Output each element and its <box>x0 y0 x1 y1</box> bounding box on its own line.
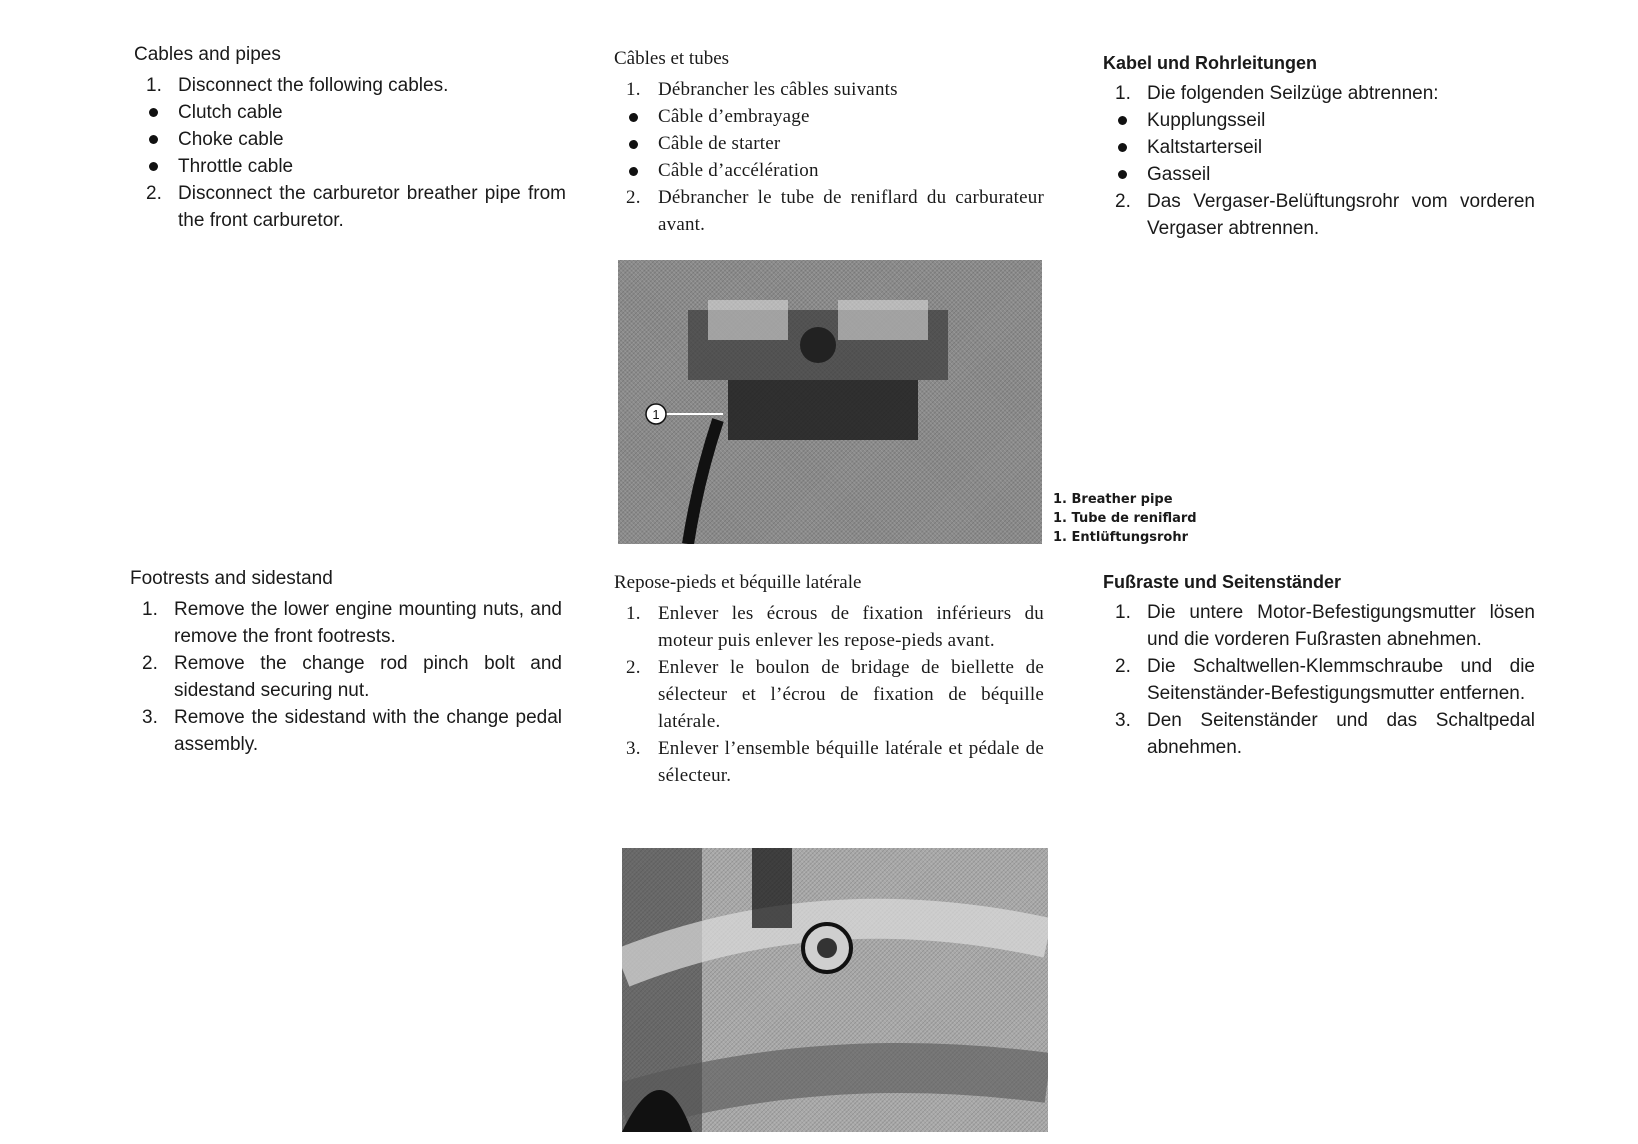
step-text: Gasseil <box>1147 164 1211 185</box>
step-number: 2. <box>626 187 641 208</box>
step-text: Den Seitenständer und das Schaltpedal abnehmen. <box>1147 710 1535 758</box>
numbered-step <box>134 72 566 99</box>
section-heading: Kabel und Rohrleitungen <box>1103 53 1317 73</box>
section-heading: Repose-pieds et béquille latérale <box>614 572 862 593</box>
step-text: Remove the change rod pinch bolt and sidestand securing nut. <box>174 653 562 701</box>
numbered-step <box>614 184 1044 238</box>
step-list <box>614 600 1044 789</box>
step-number: 3. <box>142 707 158 728</box>
step-number: 2. <box>142 653 158 674</box>
numbered-step <box>134 180 566 234</box>
step-text: Die Schaltwellen-Klemmschraube und die Seitenständer-Befestigungsmutter entfernen. <box>1147 656 1535 704</box>
section2-fr <box>614 572 1044 789</box>
numbered-step <box>614 735 1044 789</box>
step-text: Kaltstarterseil <box>1147 137 1263 158</box>
step-text: Clutch cable <box>178 102 283 123</box>
step-text: Choke cable <box>178 129 284 150</box>
step-text: Die folgenden Seilzüge abtrennen: <box>1147 83 1439 104</box>
sidestand-illustration <box>622 848 1048 1132</box>
step-text: Débrancher les câbles suivants <box>658 79 898 100</box>
step-text: Remove the lower engine mounting nuts, and remove the front footrests. <box>174 599 562 647</box>
step-text: Câble d’accélération <box>658 160 819 181</box>
step-list <box>130 596 562 758</box>
bullet-dot-icon <box>629 113 638 122</box>
bullet-icon <box>614 103 658 130</box>
step-text: Disconnect the following cables. <box>178 75 449 96</box>
step-number: 1. <box>1115 602 1131 623</box>
numbered-step <box>614 76 1044 103</box>
bullet-dot-icon <box>1118 170 1127 179</box>
bullet-item <box>1103 161 1535 188</box>
bullet-item <box>134 99 566 126</box>
section1-fr <box>614 48 1044 238</box>
step-text: Câble de starter <box>658 133 781 154</box>
step-number: 2. <box>1115 191 1131 212</box>
photo-captions <box>1053 490 1197 547</box>
numbered-step <box>614 654 1044 735</box>
numbered-step <box>1103 188 1535 242</box>
bullet-icon <box>614 157 658 184</box>
step-text: Remove the sidestand with the change pedal assembly. <box>174 707 562 755</box>
bullet-dot-icon <box>629 140 638 149</box>
bullet-icon <box>1103 107 1147 134</box>
bullet-item <box>614 157 1044 184</box>
numbered-step <box>1103 80 1535 107</box>
carburetor-illustration <box>618 260 1042 544</box>
bullet-item <box>614 103 1044 130</box>
bullet-icon <box>134 126 178 153</box>
step-text: Throttle cable <box>178 156 294 177</box>
section1-en <box>134 44 566 234</box>
step-list <box>1103 599 1535 761</box>
numbered-step <box>130 596 562 650</box>
bullet-dot-icon <box>149 162 158 171</box>
numbered-step <box>1103 707 1535 761</box>
bullet-item <box>1103 107 1535 134</box>
numbered-step <box>130 704 562 758</box>
step-number: 2. <box>1115 656 1131 677</box>
step-text: Enlever les écrous de fixation inférieurs du moteur puis enlever les repose-pieds avant. <box>658 603 1044 651</box>
section2-en <box>130 568 562 758</box>
section-heading: Footrests and sidestand <box>130 568 333 589</box>
bullet-dot-icon <box>149 135 158 144</box>
bullet-dot-icon <box>629 167 638 176</box>
numbered-step <box>130 650 562 704</box>
bullet-item <box>134 126 566 153</box>
numbered-step <box>1103 653 1535 707</box>
step-list <box>1103 80 1535 242</box>
bullet-item <box>134 153 566 180</box>
bullet-item <box>1103 134 1535 161</box>
section-heading: Câbles et tubes <box>614 48 730 69</box>
section2-de <box>1103 572 1535 761</box>
bullet-icon <box>134 153 178 180</box>
step-text: Débrancher le tube de reniflard du carburateur avant. <box>658 187 1044 235</box>
carburetor-photo <box>618 260 1042 544</box>
bullet-item <box>614 130 1044 157</box>
bullet-icon <box>614 130 658 157</box>
step-number: 1. <box>142 599 158 620</box>
step-number: 3. <box>626 738 641 759</box>
step-number: 1. <box>626 79 641 100</box>
caption-fr: 1. Tube de reniflard <box>1053 511 1197 526</box>
section-heading: Fußraste und Seitenständer <box>1103 572 1342 592</box>
bullet-dot-icon <box>1118 143 1127 152</box>
numbered-step <box>1103 599 1535 653</box>
step-list <box>134 72 566 234</box>
step-list <box>614 76 1044 238</box>
caption-en: 1. Breather pipe <box>1053 492 1173 507</box>
step-number: 1. <box>146 75 162 96</box>
bullet-icon <box>1103 134 1147 161</box>
bullet-icon <box>134 99 178 126</box>
step-text: Kupplungsseil <box>1147 110 1266 131</box>
section1-de <box>1103 53 1535 242</box>
numbered-step <box>614 600 1044 654</box>
step-number: 1. <box>1115 83 1131 104</box>
bullet-dot-icon <box>149 108 158 117</box>
step-text: Enlever le boulon de bridage de biellette de sélecteur et l’écrou de fixation de béquille latérale. <box>658 657 1044 732</box>
step-text: Enlever l’ensemble béquille latérale et pédale de sélecteur. <box>658 738 1044 786</box>
step-number: 2. <box>146 183 162 204</box>
step-text: Die untere Motor-Befestigungsmutter lösen und die vorderen Fußrasten abnehmen. <box>1147 602 1535 650</box>
step-number: 1. <box>626 603 641 624</box>
step-number: 2. <box>626 657 641 678</box>
bullet-icon <box>1103 161 1147 188</box>
caption-de: 1. Entlüftungsrohr <box>1053 530 1189 545</box>
step-text: Das Vergaser-Belüftungsrohr vom vorderen Vergaser abtrennen. <box>1147 191 1535 239</box>
sidestand-photo <box>622 848 1048 1132</box>
step-text: Disconnect the carburetor breather pipe from the front carburetor. <box>178 183 566 231</box>
bullet-dot-icon <box>1118 116 1127 125</box>
section-heading: Cables and pipes <box>134 44 281 65</box>
step-number: 3. <box>1115 710 1131 731</box>
step-text: Câble d’embrayage <box>658 106 810 127</box>
photo-callout-label: 1 <box>652 407 660 422</box>
